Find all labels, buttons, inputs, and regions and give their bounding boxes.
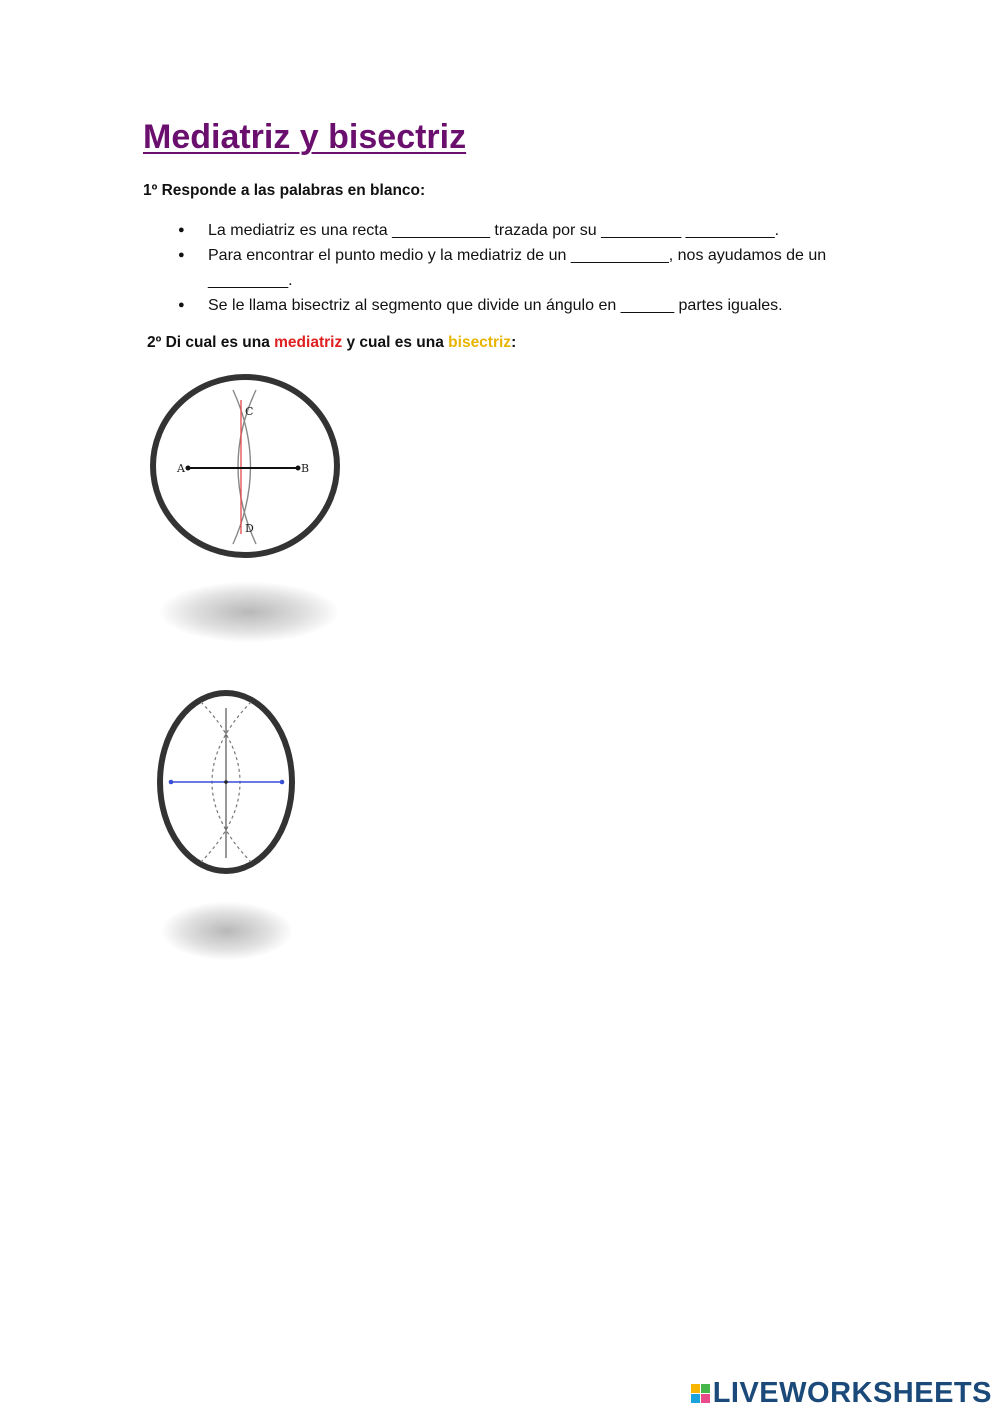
drop-target-circle-1[interactable] [148, 372, 344, 562]
list-item: ● La mediatriz es una recta ___________ trazada por su _________ __________. [178, 218, 858, 243]
circle-2-shadow [162, 902, 292, 960]
point-a-label: A [177, 462, 185, 475]
drop-target-circle-2[interactable] [155, 688, 297, 878]
mediatriz-word: mediatriz [274, 334, 343, 351]
question-2-suffix: : [511, 334, 517, 351]
logo-text: LIVEWORKSHEETS [712, 1377, 992, 1409]
circle-1-shadow [160, 582, 338, 642]
bisectriz-word: bisectriz [448, 334, 512, 351]
list-item: ● Se le llama bisectriz al segmento que divide un ángulo en ______ partes iguales. [178, 293, 858, 318]
liveworksheets-logo [691, 1377, 992, 1410]
logo-mark-icon [691, 1384, 710, 1403]
point-c-label: C [245, 405, 254, 418]
blank-sentences-list [178, 218, 858, 318]
list-item: ● Para encontrar el punto medio y la mediatriz de un ___________, nos ayudamos de un _________. [178, 243, 858, 293]
page-title: Mediatriz y bisectriz [143, 118, 467, 156]
question-2-heading [147, 334, 516, 352]
question-1-heading: 1º Responde a las palabras en blanco: [143, 182, 426, 199]
question-2-prefix: 2º Di cual es una [147, 334, 275, 351]
point-d-label: D [245, 522, 254, 535]
point-b-label: B [301, 462, 310, 475]
question-2-middle: y cual es una [342, 334, 449, 351]
